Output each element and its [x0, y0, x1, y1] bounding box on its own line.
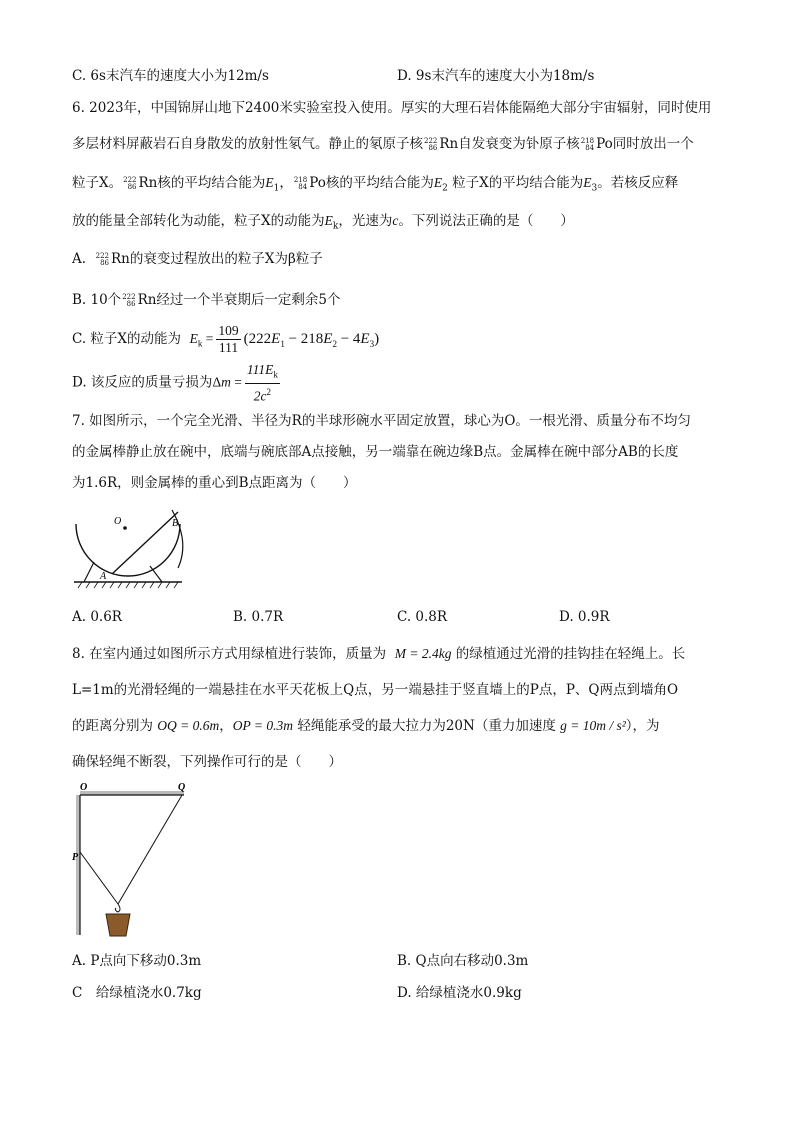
q8-option-b: B. Q点向右移动0.3m [397, 953, 529, 969]
q6-option-a: A. 222 86 Rn的衰变过程放出的粒子X为β粒子 [72, 251, 323, 267]
left-support [84, 562, 94, 582]
q8-stem-line-4: 确保轻绳不断裂，下列操作可行的是（ ） [72, 754, 342, 770]
label-b: B [172, 518, 179, 529]
q6-stem-line-1: 6. 2023年，中国锦屏山地下2400米实验室投入使用。厚实的大理石岩体能隔绝大部分宇宙辐射，同时使用 [72, 100, 712, 116]
q5-option-c: C. 6s末汽车的速度大小为12m/s [72, 68, 269, 84]
plant-hanging-figure [66, 780, 196, 940]
q6-option-b: B. 10个 222 86 Rn经过一个半衰期后一定剩余5个 [72, 292, 341, 308]
bowl-rod-figure [66, 502, 196, 594]
q8-stem-line-2: L=1m的光滑轻绳的一端悬挂在水平天花板上Q点，另一端悬挂于竖直墙上的P点，P、Q两点到墙角O [72, 682, 679, 698]
q8-stem-line-3: 的距离分别为 OQ = 0.6m，OP = 0.3m 轻绳能承受的最大拉力为20N（重力加速度 g = 10m / s²），为 [72, 718, 660, 734]
q7-stem-line-3: 为1.6R，则金属棒的重心到B点距离为（ ） [72, 475, 357, 491]
mass-defect-fraction: $\frac{111E_k}{2c^2}$ [246, 362, 278, 404]
po-nuclide: 218 84 [580, 136, 595, 152]
label-o: O [114, 516, 122, 527]
q6-stem-line-4: 放的能量全部转化为动能，粒子X的动能为$E_k$，光速为c。下列说法正确的是（ ） [72, 213, 574, 232]
q8-option-d: D. 给绿植浇水0.9kg [397, 985, 522, 1001]
rn-nuclide: 222 86 [424, 136, 438, 152]
metal-rod [112, 512, 178, 574]
q7-option-d: D. 0.9R [559, 609, 610, 625]
label-a: A [100, 571, 107, 582]
plant-pot [106, 914, 130, 936]
bowl-arc [76, 524, 180, 576]
label-p: P [72, 852, 79, 863]
q7-option-c: C. 0.8R [397, 609, 448, 625]
q7-option-b: B. 0.7R [233, 609, 284, 625]
fraction-109-111: $\frac{109}{111}$ [218, 323, 239, 355]
hook [115, 904, 120, 912]
q6-option-d: D. 该反应的质量亏损为Δm = $\frac{111E_k}{2c^2}$ [72, 362, 278, 404]
rope-left [80, 852, 118, 904]
q7-stem-line-2: 的金属棒静止放在碗中，底端与碗底部A点接触，另一端靠在碗边缘B点。金属棒在碗中部分AB的长度 [72, 444, 679, 460]
q6-stem-line-3: 粒子X。 222 86 Rn核的平均结合能为$E_1$， 218 84 Po核的平均结合能为$E_2$ 粒子X的平均结合能为$E_3$。若核反应释 [72, 175, 679, 194]
rope-right [118, 795, 182, 904]
q8-stem-line-1: 8. 在室内通过如图所示方式用绿植进行装饰，质量为 M = 2.4kg 的绿植通过光滑的挂钩挂在轻绳上。长 [72, 646, 686, 662]
ground-hatching [78, 582, 178, 588]
q8-option-c: C 给绿植浇水0.7kg [72, 985, 202, 1001]
q7-option-a: A. 0.6R [72, 609, 122, 625]
label-q: Q [178, 782, 186, 793]
label-o: O [80, 782, 88, 793]
q7-stem-line-1: 7. 如图所示，一个完全光滑、半径为R的半球形碗水平固定放置，球心为O。一根光滑、质量分布不均匀 [72, 413, 691, 429]
q8-option-a: A. P点向下移动0.3m [72, 953, 202, 969]
q5-option-d: D. 9s末汽车的速度大小为18m/s [397, 68, 595, 84]
center-dot [123, 526, 127, 530]
q6-stem-line-2: 多层材料屏蔽岩石自身散发的放射性氡气。静止的氡原子核 222 86 Rn自发衰变为钋原子核 218 84 Po同时放出一个 [72, 136, 694, 152]
q6-option-c: C. 粒子X的动能为 $E_k$ = $\frac{109}{111}$ $(222E_1 - 218E_2 - 4E_3)$ [72, 323, 380, 355]
